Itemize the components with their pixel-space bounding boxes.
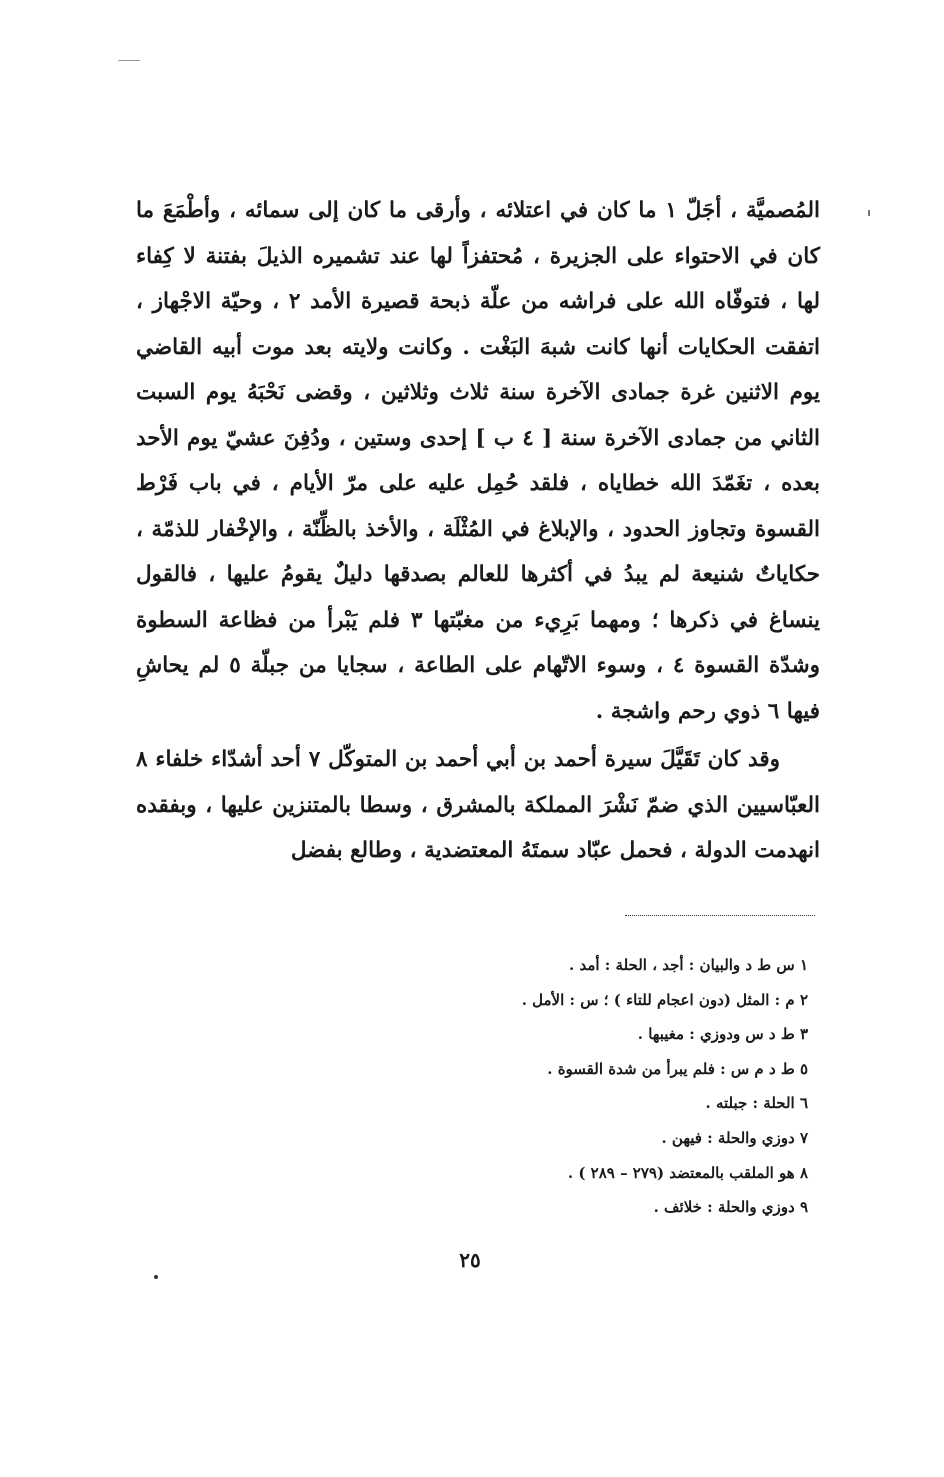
footnote: ٥ ط د م س : فلم يبرأ من شدة القسوة . <box>547 1059 808 1078</box>
main-text <box>136 188 820 874</box>
scan-speck <box>868 210 870 216</box>
footnote: ٩ دوزي والحلة : خلائف . <box>653 1198 808 1217</box>
footnote: ٣ ط د س ودوزي : مغيبها . <box>637 1025 808 1044</box>
scan-speck <box>118 60 140 61</box>
scan-speck <box>154 1275 158 1279</box>
page-number: ٢٥ <box>459 1248 481 1272</box>
footnote: ٦ الحلة : جبلته . <box>705 1094 808 1113</box>
footnote: ٧ دوزي والحلة : فيهن . <box>661 1128 808 1147</box>
footnotes <box>368 948 808 1225</box>
paragraph: المُصميَّة ، أجَلّ ١ ما كان في اعتلائه ، وأرقى ما كان إلى سمائه ، وأطْمَعَ ما كان في الاحتواء على الجزيرة ، مُحتفزاً لها عند تشميره الذيلَ بفتنة لا كِفاء لها ، فتوفّاه الله على فراشه من علّة ذبحة قصيرة الأمد ٢ ، وحيّة الاجْهاز ، اتفقت الحكايات أنها كانت شبهَ البَغْت . وكانت ولايته بعد موت أبيه القاضي يوم الاثنين غرة جمادى الآخرة سنة ثلاث وثلاثين ، وقضى نَحْبَهُ يوم السبت الثاني من جمادى الآخرة سنة [ ٤ ب ] إحدى وستين ، ودُفِنَ عشيّ يوم الأحد بعده ، تغَمّدَ الله خطاياه ، فلقد حُمِل عليه على مرّ الأيام ، في باب فَرْط القسوة وتجاوز الحدود ، والإبلاغ في المُثْلَة ، والأخذ بالظِّنّة ، والإخْفار للذمّة ، حكاياتٌ شنيعة لم يبدُ في أكثرها للعالم بصدقها دليلٌ يقومُ عليها ، فالقول ينساغ في ذكرها ؛ ومهما بَرِيء من مغبّتها ٣ فلم يَبْرأ من فظاعة السطوة وشدّة القسوة ٤ ، وسوء الاتّهام على الطاعة ، سجايا من جبلّة ٥ لم يحاشِ فيها ٦ ذوي رحم واشجة . <box>136 198 821 724</box>
footnote: ٢ م : المثل (دون اعجام للتاء ) ؛ س : الأمل . <box>521 990 808 1009</box>
footnote: ١ س ط د والبيان : أجد ، الحلة : أمد . <box>569 956 808 974</box>
footnote: ٨ هو الملقب بالمعتضد (٢٧٩ – ٢٨٩ ) . <box>567 1163 808 1182</box>
footnote-divider <box>625 915 815 916</box>
paragraph: وقد كان تَقَيَّلَ سيرة أحمد بن أبي أحمد بن المتوكّل ٧ أحد أشدّاء خلفاء ٨ العبّاسيين الذي ضمّ نَشْرَ المملكة بالمشرق ، وسطا بالمتنزين عليها ، وبفقده انهدمت الدولة ، فحمل عبّاد سمتَهُ المعتضدية ، وطالع بفضل <box>136 747 820 863</box>
